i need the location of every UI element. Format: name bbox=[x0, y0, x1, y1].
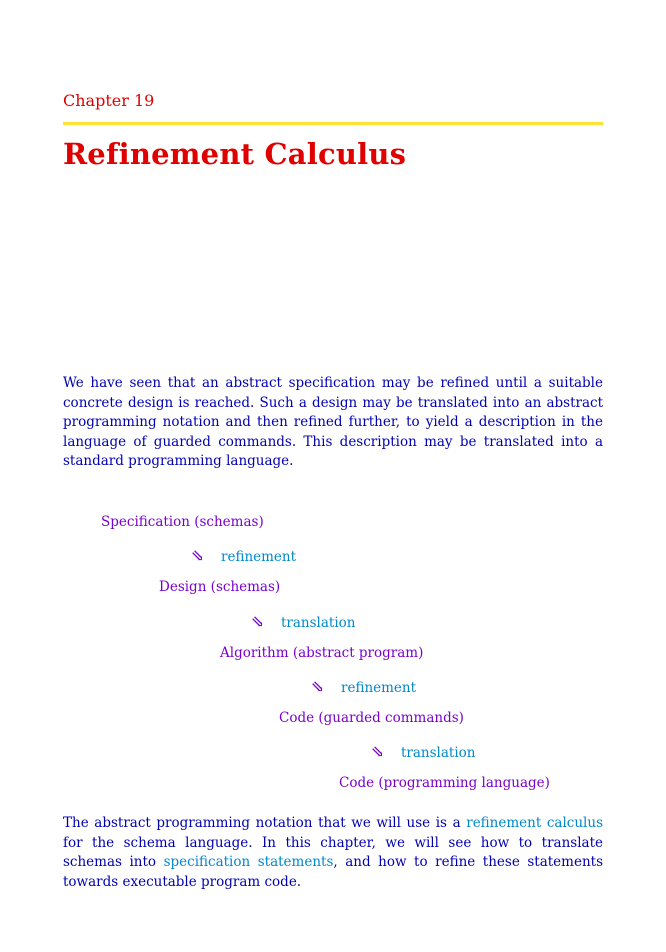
flow-step-label: refinement bbox=[341, 680, 417, 696]
diagonal-arrow-icon: ⇘ bbox=[251, 612, 265, 631]
specification-statements-link[interactable]: specification statements bbox=[163, 854, 334, 870]
diagonal-arrow-icon: ⇘ bbox=[371, 742, 385, 761]
flow-node-design: Design (schemas) bbox=[159, 579, 281, 595]
diagonal-arrow-icon: ⇘ bbox=[191, 546, 205, 565]
diagonal-arrow-icon: ⇘ bbox=[311, 677, 325, 696]
flow-step-label: translation bbox=[401, 745, 476, 761]
flow-step-label: refinement bbox=[221, 549, 297, 565]
flow-node-programming-language: Code (programming language) bbox=[339, 775, 550, 791]
flow-node-specification: Specification (schemas) bbox=[101, 514, 264, 530]
flow-step-label: translation bbox=[281, 615, 356, 631]
closing-text: , and how to refine these statements towards executable program code. bbox=[63, 854, 603, 890]
closing-text: for the schema language. In this chapter, we will see how to translate schemas into bbox=[63, 834, 603, 870]
closing-text: The abstract programming notation that we will use is a bbox=[63, 815, 467, 831]
heading-rule bbox=[63, 122, 603, 125]
flow-step-refinement-1 bbox=[191, 546, 296, 565]
flow-step-translation-2 bbox=[371, 742, 475, 761]
chapter-label: Chapter 19 bbox=[63, 91, 155, 110]
flow-node-guarded-commands: Code (guarded commands) bbox=[279, 710, 464, 726]
intro-paragraph: We have seen that an abstract specification may be refined until a suitable concrete design is reached. Such a design may be translated into an abstract programming notation and then refined further, to yield a description in the language of guarded commands. This description may be translated into a standard programming language. bbox=[63, 375, 603, 469]
refinement-calculus-link[interactable]: refinement calculus bbox=[466, 815, 603, 831]
flow-step-translation-1 bbox=[251, 612, 355, 631]
closing-paragraph bbox=[63, 814, 603, 892]
page-title: Refinement Calculus bbox=[63, 137, 407, 171]
flow-node-algorithm: Algorithm (abstract program) bbox=[220, 645, 424, 661]
flow-step-refinement-2 bbox=[311, 677, 416, 696]
